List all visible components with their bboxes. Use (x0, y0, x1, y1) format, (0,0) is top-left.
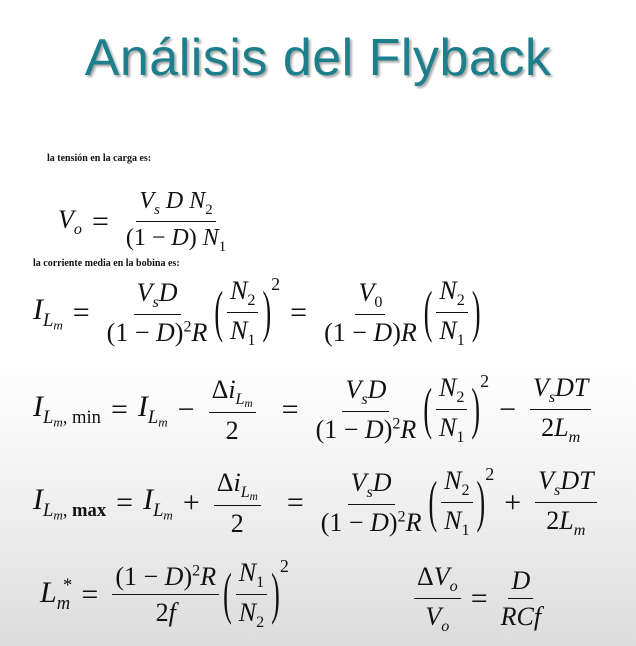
load-voltage-label: la tensión en la carga es: (47, 153, 152, 164)
coil-current-label: la corriente media en la bobina es: (33, 258, 180, 269)
equation-ilm-max: $I_{Lm, max}$ = $I_{Lm}$ + $\frac{\Delta i_{Lm}}{2}$ = $\frac{V_sD}{(1 - D)^2R}$ ( $\frac{N_2}{N_1}$ ) $^2$ + $\frac{V_sDT}{2L_m}$ (33, 466, 601, 540)
equation-ilm-min: $I_{Lm, min}$ = $I_{Lm}$ − $\frac{\Delta i_{Lm}}{2}$ = $\frac{V_sD}{(1 - D)^2R}$ ( $\frac{N_2}{N_1}$ ) $^2$ − $\frac{V_sDT}{2L_m}$ (33, 373, 595, 447)
equation-lm-critical: $L_m^*$ = $\frac{(1 - D)^2R}{2f}$ ( $\frac{N_1}{N_2}$ ) $^2$ (40, 556, 289, 632)
equation-vo: $V_o$ = $\frac{V_s D N_2}{(1 - D) N_1}$ (58, 188, 227, 255)
slide-title: Análisis del Flyback (84, 29, 552, 87)
equation-ripple: $\frac{\Delta V_o}{V_o}$ = $\frac{D}{\text{RCf}}$ (410, 562, 548, 636)
equation-ilm: $I_{Lm}$ = $\frac{V_sD}{(1 - D)^2R}$ ( $\frac{N_2}{N_1}$ ) $^2$ = $\frac{V_0}{(1 - D)R}$ ( $\frac{N_2}{N_1}$ ) (33, 274, 481, 350)
